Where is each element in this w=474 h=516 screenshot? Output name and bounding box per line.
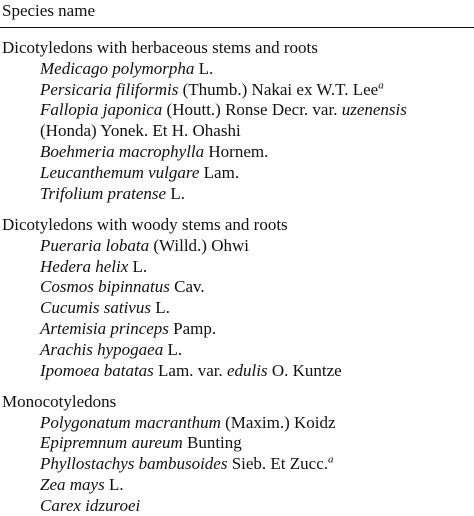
taxon-name: Polygonatum macranthum — [40, 412, 221, 432]
species-row — [40, 162, 239, 183]
authority-text: O. Kuntze — [267, 360, 342, 380]
taxon-name: Arachis hypogaea — [40, 339, 164, 359]
group-heading: Monocotyledons — [2, 391, 117, 411]
species-row — [40, 495, 140, 516]
authority-text: (Honda) Yonek. Et H. Ohashi — [40, 121, 241, 141]
authority-text: Sieb. Et Zucc. — [227, 454, 329, 474]
taxon-name: Pueraria lobata — [40, 235, 150, 255]
authority-text: Cav. — [169, 277, 205, 297]
taxon-name: Phyllostachys bambusoides — [40, 454, 228, 474]
group-heading: Dicotyledons with herbaceous stems and roots — [2, 38, 318, 57]
authority-text: L. — [166, 183, 185, 203]
taxon-name: Fallopia japonica — [40, 100, 163, 120]
taxon-name: Zea mays — [40, 475, 105, 494]
taxon-name: Boehmeria macrophylla — [40, 142, 205, 161]
authority-text: Lam. — [199, 162, 240, 182]
authority-text: Lam. var. — [153, 360, 227, 380]
species-row — [40, 276, 205, 297]
authority-text: (Willd.) Ohwi — [149, 235, 249, 255]
authority-text: Bunting — [182, 433, 242, 453]
species-row — [40, 99, 407, 120]
taxon-name: Ipomoea batatas — [40, 360, 154, 380]
species-row — [40, 412, 336, 433]
footnote-marker: a — [328, 453, 334, 466]
taxon-name: Cucumis sativus — [40, 298, 151, 318]
taxon-name: Leucanthemum vulgare — [40, 162, 200, 182]
taxon-name: edulis — [226, 360, 268, 380]
column-header-species-name: Species name — [2, 1, 95, 20]
species-row — [40, 120, 241, 141]
authority-text: (Maxim.) Koidz — [220, 412, 336, 432]
group-heading: Dicotyledons with woody stems and roots — [2, 214, 288, 234]
taxon-name: Medicago polymorpha — [40, 58, 195, 78]
authority-text: L. — [163, 339, 183, 359]
taxon-name: Cosmos bipinnatus — [40, 277, 170, 297]
taxon-name: Hedera helix — [40, 256, 129, 276]
species-row — [40, 256, 147, 277]
species-row — [40, 58, 213, 79]
species-row — [40, 432, 242, 453]
taxon-name: Carex idzuroei — [40, 495, 141, 515]
species-row — [40, 474, 124, 495]
taxon-name: Epipremnum aureum — [40, 433, 183, 453]
species-row — [40, 318, 216, 339]
authority-text: Pamp. — [168, 318, 217, 338]
taxon-name: Artemisia princeps — [40, 318, 169, 338]
authority-text: (Houtt.) Ronse Decr. var. — [162, 100, 342, 120]
species-row — [40, 453, 334, 474]
species-row — [40, 360, 342, 381]
taxon-name: Persicaria filiformis — [40, 79, 179, 99]
species-row — [40, 235, 249, 256]
taxon-name: uzenensis — [341, 100, 407, 120]
authority-text: L. — [104, 475, 124, 494]
authority-text: Hornem. — [204, 142, 269, 161]
authority-text: (Thumb.) Nakai ex W.T. Lee — [178, 79, 379, 99]
footnote-marker: a — [378, 78, 384, 91]
taxon-name: Trifolium pratense — [40, 183, 167, 203]
species-row — [40, 79, 384, 100]
authority-text: L. — [194, 58, 214, 78]
species-row — [40, 297, 170, 318]
authority-text: L. — [128, 256, 148, 276]
authority-text: L. — [150, 298, 170, 318]
species-row — [40, 183, 185, 204]
species-row — [40, 141, 268, 162]
header-rule — [0, 27, 474, 28]
species-row — [40, 339, 182, 360]
